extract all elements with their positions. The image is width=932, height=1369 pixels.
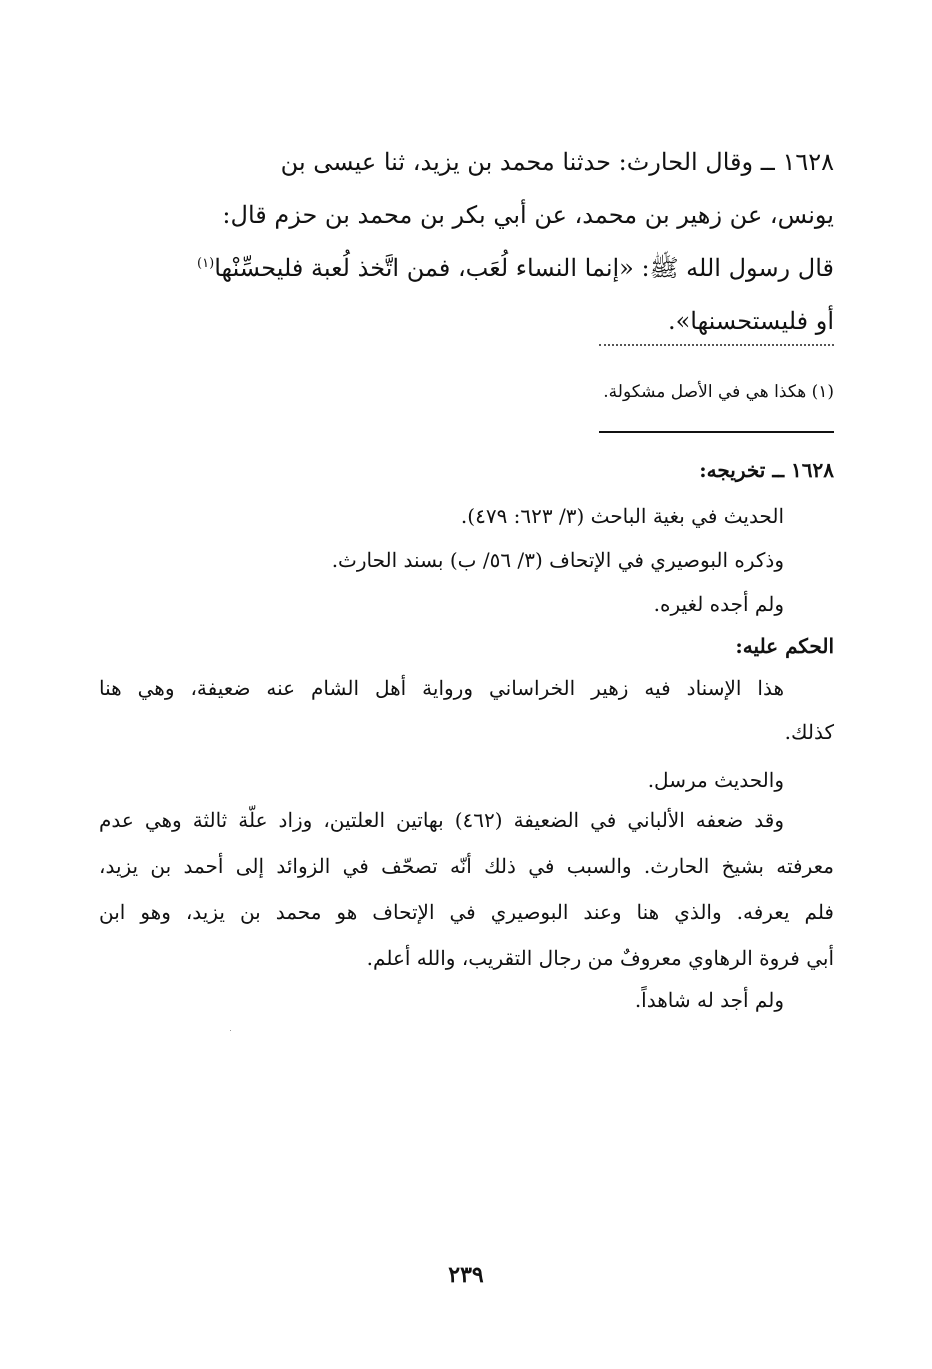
ruling-paragraph-line: معرفته بشيخ الحارث. والسبب في ذلك أنّه تصحّف في الزوائد إلى أحمد بن يزيد، xyxy=(99,854,834,878)
footnote-marker: (١) xyxy=(197,256,215,271)
hadith-line: ١٦٢٨ ــ وقال الحارث: حدثنا محمد بن يزيد، ثنا عيسى بن xyxy=(280,148,834,176)
ruling-paragraph: ولم أجد له شاهداً. xyxy=(634,988,784,1012)
ruling-paragraph-line: هذا الإسناد فيه زهير الخراساني ورواية أهل الشام عنه ضعيفة، وهي هنا xyxy=(99,676,784,700)
hadith-line: يونس، عن زهير بن محمد، عن أبي بكر بن محمد بن حزم قال: xyxy=(222,201,834,229)
takhrij-source: الحديث في بغية الباحث (٣/ ٦٢٣: ٤٧٩). xyxy=(460,504,784,528)
footnote-separator xyxy=(599,344,834,346)
hadith-line: أو فليستحسنها». xyxy=(667,307,834,335)
ruling-heading: الحكم عليه: xyxy=(735,634,834,658)
ruling-paragraph-line: كذلك. xyxy=(784,720,834,744)
hadith-line xyxy=(99,242,834,295)
takhrij-source: وذكره البوصيري في الإتحاف (٣/ ٥٦/ ب) بسند الحارث. xyxy=(331,548,784,572)
ruling-paragraph-line: فلم يعرفه. والذي هنا وعند البوصيري في الإتحاف هو محمد بن يزيد، وهو ابن xyxy=(99,900,834,924)
ruling-paragraph: والحديث مرسل. xyxy=(647,768,784,792)
hadith-text xyxy=(99,136,834,348)
ruling-paragraph-line: وقد ضعفه الألباني في الضعيفة (٤٦٢) بهاتين العلتين، وزاد علّة ثالثة وهي عدم xyxy=(99,808,784,832)
hadith-line-text: قال رسول الله ﷺ: «إنما النساء لُعَب، فمن اتَّخذ لُعبة فليحسِّنْها xyxy=(214,254,834,282)
page-number: ٢٣٩ xyxy=(448,1262,484,1288)
ruling-paragraph-line: أبي فروة الرهاوي معروفٌ من رجال التقريب، والله أعلم. xyxy=(366,946,834,970)
footnote: (١) هكذا هي في الأصل مشكولة. xyxy=(603,382,834,402)
scan-speck xyxy=(230,1030,231,1031)
section-divider xyxy=(599,431,834,433)
takhrij-heading: ١٦٢٨ ــ تخريجه: xyxy=(699,458,834,482)
takhrij-source: ولم أجده لغيره. xyxy=(653,592,784,616)
